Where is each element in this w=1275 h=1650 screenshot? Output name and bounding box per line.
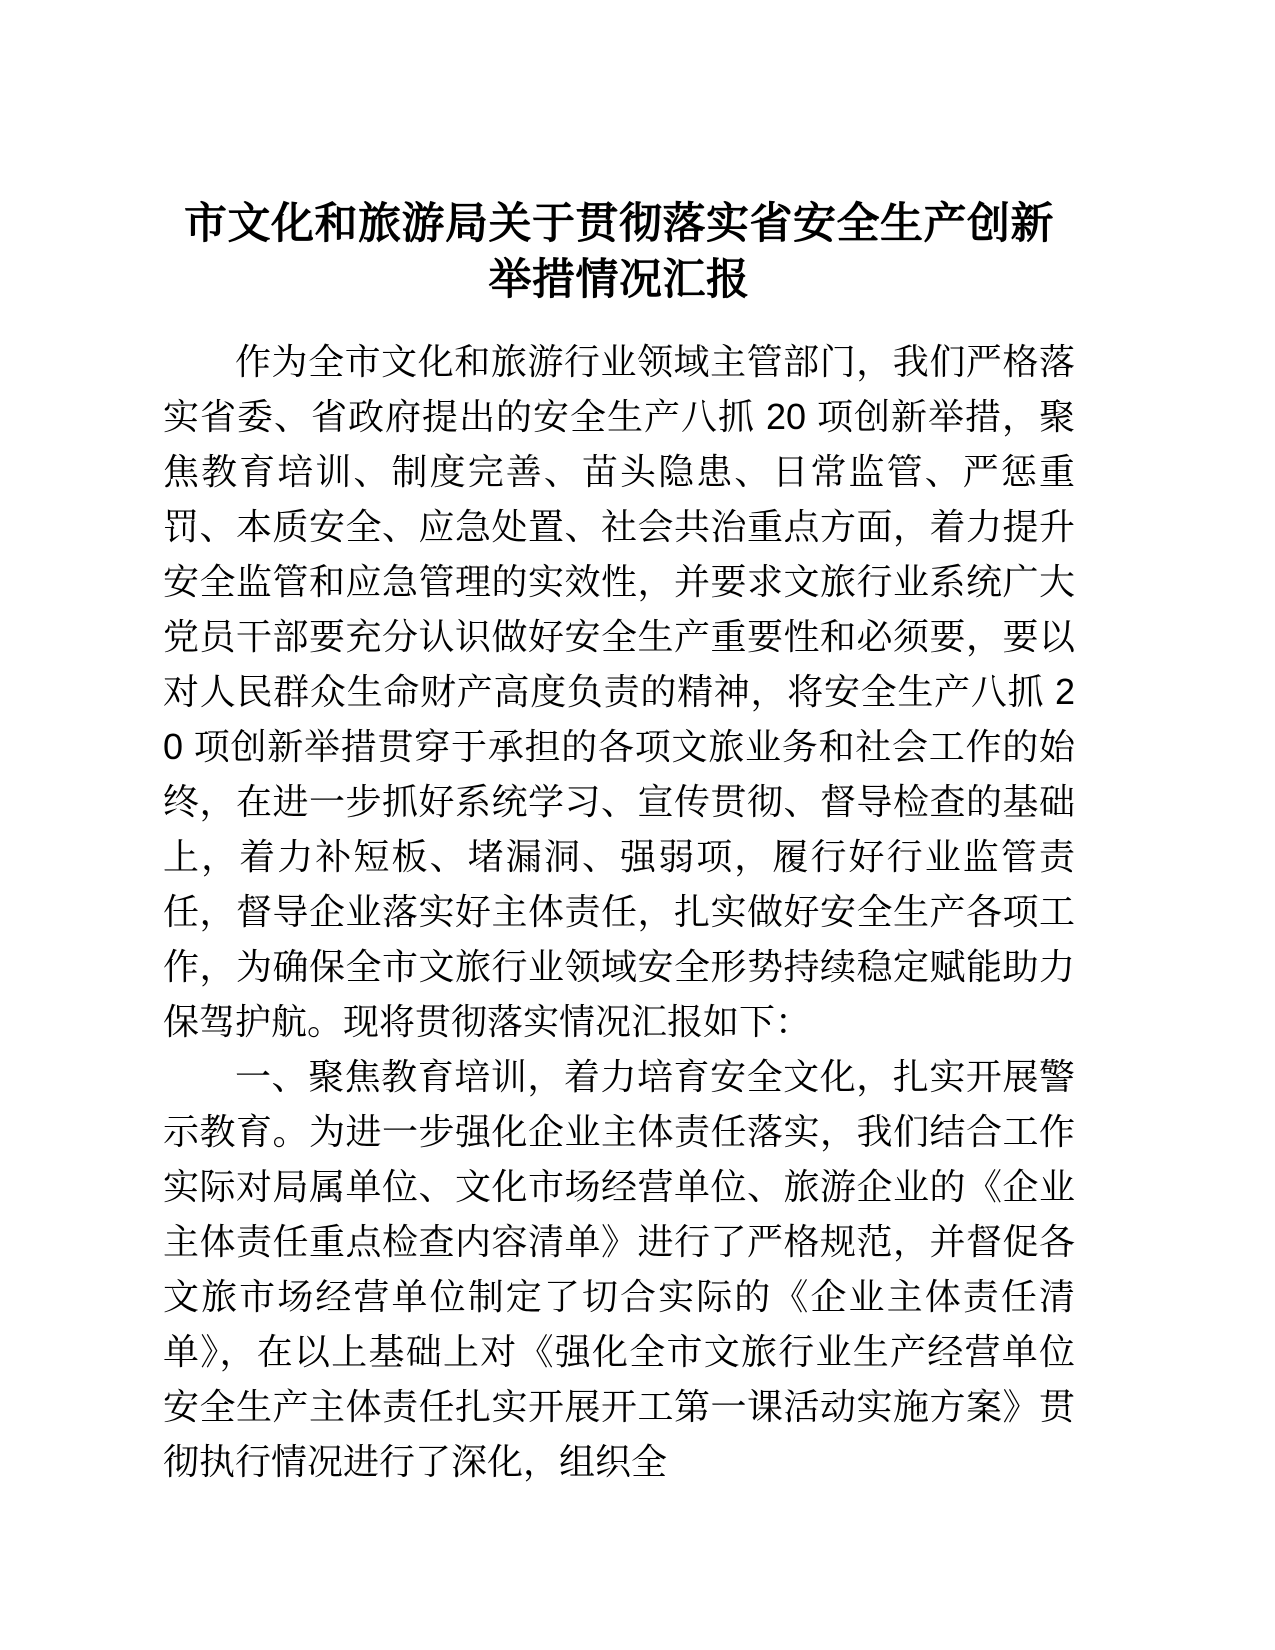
- paragraph-overview: 作为全市文化和旅游行业领域主管部门，我们严格落实省委、省政府提出的安全生产八抓 20 项创新举措，聚焦教育培训、制度完善、苗头隐患、日常监管、严惩重罚、本质安全、应急处置、社会共治重点方面，着力提升安全监管和应急管理的实效性，并要求文旅行业系统广大党员干部要充分认识做好安全生产重要性和必须要，要以对人民群众生命财产高度负责的精神，将安全生产八抓 20 项创新举措贯穿于承担的各项文旅业务和社会工作的始终，在进一步抓好系统学习、宣传贯彻、督导检查的基础上，着力补短板、堵漏洞、强弱项，履行好行业监管责任，督导企业落实好主体责任，扎实做好安全生产各项工作，为确保全市文旅行业领域安全形势持续稳定赋能助力保驾护航。现将贯彻落实情况汇报如下：: [163, 341, 1075, 1042]
- paragraph-section-one: 一、聚焦教育培训，着力培育安全文化，扎实开展警示教育。为进一步强化企业主体责任落实，我们结合工作实际对局属单位、文化市场经营单位、旅游企业的《企业主体责任重点检查内容清单》进行了严格规范，并督促各文旅市场经营单位制定了切合实际的《企业主体责任清单》，在以上基础上对《强化全市文旅行业生产经营单位安全生产主体责任扎实开展开工第一课活动实施方案》贯彻执行情况进行了深化，组织全: [163, 1056, 1075, 1482]
- document-content: [163, 196, 1075, 1489]
- page-title: 市文化和旅游局关于贯彻落实省安全生产创新举措情况汇报: [184, 200, 1054, 304]
